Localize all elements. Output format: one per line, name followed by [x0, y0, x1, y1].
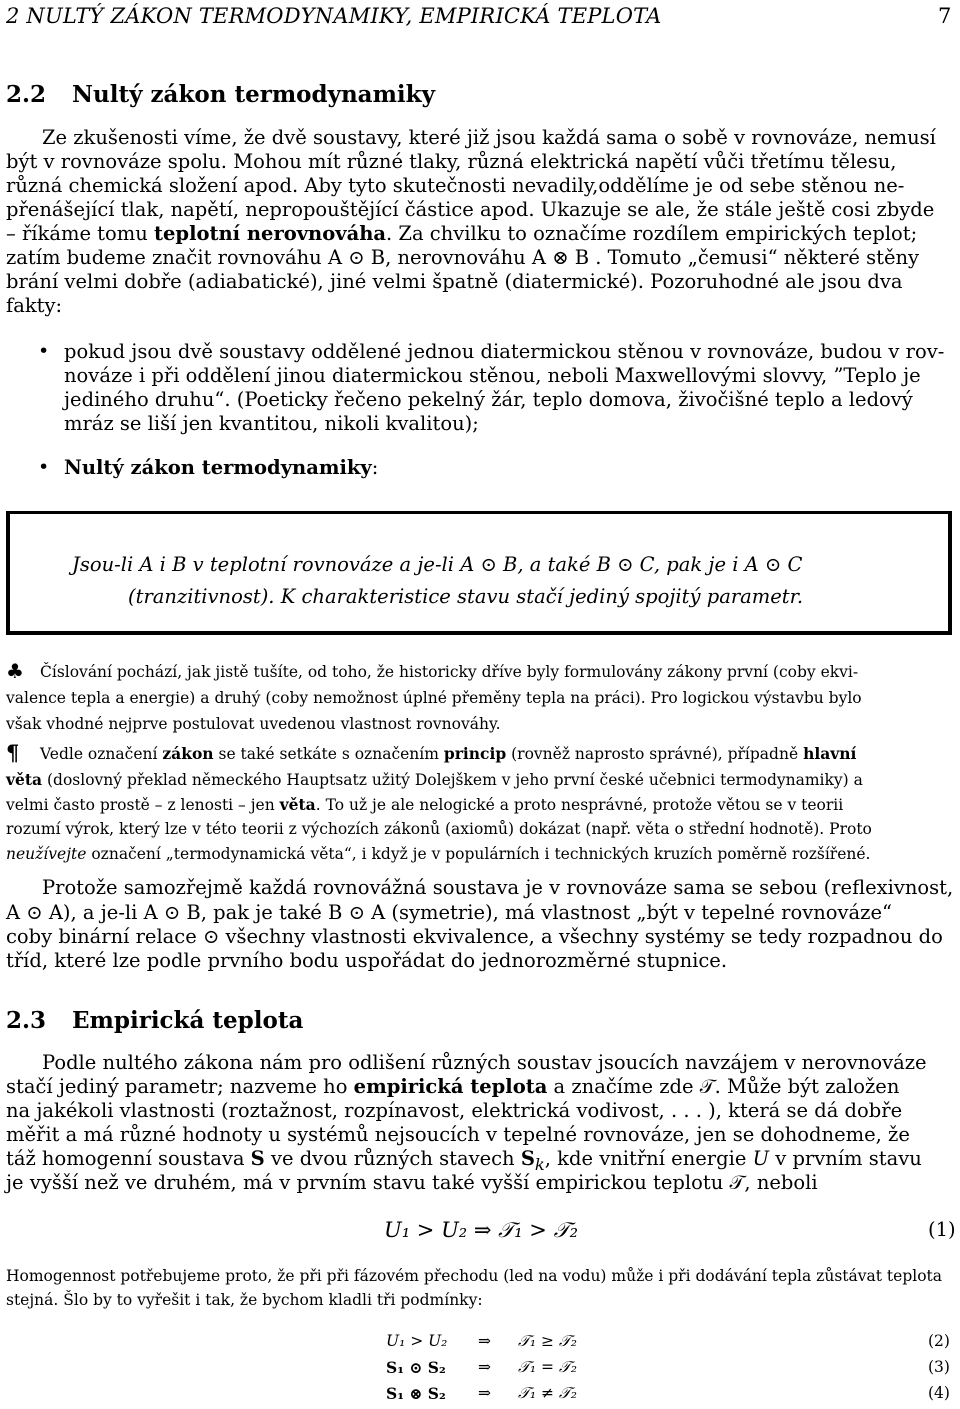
law-line-2: (tranzitivnost). K charakteristice stavu stačí jediný spojitý parametr.	[128, 585, 804, 608]
condition-2-rhs: 𝒯₁ ≥ 𝒯₂	[518, 1332, 578, 1350]
homog-line-1: Homogennost potřebujeme proto, že při při fázovém přechodu (led na vodu) může i při dodávání tepla zůstávat teplota	[6, 1267, 942, 1285]
para-text: v prvním stavu	[769, 1147, 922, 1170]
subscript-k: k	[534, 1154, 545, 1174]
bullet-dot: •	[38, 340, 50, 362]
zeroth-law-term: Nultý zákon termodynamiky	[64, 456, 372, 479]
condition-3-arrow: ⇒	[478, 1358, 491, 1376]
condition-3-number: (3)	[928, 1358, 950, 1376]
condition-3-rhs: 𝒯₁ = 𝒯₂	[518, 1358, 578, 1376]
para-text: , kde vnitřní energie	[544, 1147, 753, 1170]
condition-2-number: (2)	[928, 1332, 950, 1350]
homog-line-2: stejná. Šlo by to vyřešit i tak, že bychom kladli tři podmínky:	[6, 1291, 483, 1309]
condition-4-arrow: ⇒	[478, 1384, 491, 1402]
condition-2-arrow: ⇒	[478, 1332, 491, 1350]
para-text: stačí jediný parametr; nazveme ho	[6, 1075, 354, 1098]
intro-line-4: přenášející tlak, napětí, nepropouštějící částice apod. Ukazuje se ale, že stále ještě cosi zbyde	[6, 198, 935, 221]
intro-line-7: brání velmi dobře (adiabatické), jiné velmi špatně (diatermické). Pozoruhodné ale jsou dva	[6, 270, 903, 293]
bullet-1-line-3: jediného druhu“. (Poeticky řečeno pekelný žár, teplo domova, živočišné teplo a ledový	[64, 388, 913, 411]
equiv-line-1: Protože samozřejmě každá rovnovážná soustava je v rovnováze sama se sebou (reflexivnost,	[42, 876, 954, 899]
condition-4-rhs: 𝒯₁ ≠ 𝒯₂	[518, 1384, 578, 1402]
intro-line-3: různá chemická složení apod. Aby tyto skutečnosti nevadily,oddělíme je od sebe stěnou ne-	[6, 174, 905, 197]
club-icon: ♣	[6, 659, 24, 683]
intro-line-2: být v rovnováze spolu. Mohou mít různé tlaky, různá elektrická napětí vůči třetímu tělesu,	[6, 150, 897, 173]
para-text: a značíme zde 𝒯. Může být založen	[547, 1075, 900, 1098]
term-empiricka-teplota: empirická teplota	[353, 1075, 548, 1098]
intro-text: . Za chvilku to označíme rozdílem empirických teplot;	[386, 222, 918, 245]
note-text: se také setkáte s označením	[213, 745, 444, 763]
pilcrow-icon: ¶	[6, 740, 20, 765]
condition-2-lhs: U₁ > U₂	[386, 1332, 448, 1350]
pilcrow-note-line-5	[6, 845, 870, 863]
empirical-line-3: na jakékoli vlastnosti (roztažnost, rozpínavost, elektrická vodivost, . . . ), která se dá dobře	[6, 1099, 903, 1122]
empirical-line-2	[6, 1075, 899, 1098]
term-veta: věta	[6, 770, 43, 789]
section-2-2-heading	[6, 81, 435, 108]
pilcrow-note-line-1	[40, 744, 856, 763]
bullet-1-line-2: nováze i při oddělení jinou diatermickou stěnou, neboli Maxwellovými slovvy, ”Teplo je	[64, 364, 921, 387]
pilcrow-note-line-3	[6, 795, 843, 814]
bullet-1-line-4: mráz se liší jen kvantitou, nikoli kvalitou);	[64, 412, 479, 435]
law-line-1: Jsou-li A i B v teplotní rovnováze a je-li A ⊙ B, a také B ⊙ C, pak je i A ⊙ C	[72, 553, 803, 576]
para-text: táž homogenní soustava	[6, 1147, 251, 1170]
para-text: ve dvou různých stavech	[264, 1147, 521, 1170]
section-title: Empirická teplota	[72, 1007, 304, 1034]
empirical-line-1: Podle nultého zákona nám pro odlišení různých soustav jsoucích navzájem v nerovnováze	[42, 1051, 927, 1074]
condition-4-lhs: S₁ ⊗ S₂	[386, 1384, 446, 1403]
club-note-line-2: valence tepla a energie) a druhý (coby nemožnost úplné přeměny tepla na práci). Pro logickou výstavbu bylo	[6, 689, 862, 707]
note-text: (rovněž naprosto správné), případně	[506, 745, 804, 763]
section-number: 2.2	[6, 81, 47, 108]
bullet-1-line-1: pokud jsou dvě soustavy oddělené jednou diatermickou stěnou v rovnováze, budou v rov-	[64, 340, 945, 363]
term-hlavni: hlavní	[803, 744, 857, 763]
bullet-2	[64, 456, 378, 479]
empirical-line-6: je vyšší než ve druhém, má v prvním stavu také vyšší empirickou teplotu 𝒯, neboli	[6, 1171, 818, 1194]
note-text: Vedle označení	[40, 745, 163, 763]
equiv-line-2: A ⊙ A), a je-li A ⊙ B, pak je také B ⊙ A (symetrie), má vlastnost „být v tepelné rovnováze“	[6, 901, 892, 924]
note-text: (doslovný překlad německého Hauptsatz užitý Dolejškem v jeho první české učebnici termodynamiky) a	[42, 771, 863, 789]
term-princip: princip	[443, 744, 507, 763]
note-text: označení „termodynamická věta“, i když je v populárních i technických kruzích poměrně rozšířené.	[86, 845, 871, 863]
equiv-line-4: tříd, které lze podle prvního bodu uspořádat do jednorozměrné stupnice.	[6, 949, 728, 972]
pilcrow-note-line-4: rozumí výrok, který lze v této teorii z výchozích zákonů (axiomů) dokázat (např. věta o střední hodnotě). Proto	[6, 820, 872, 838]
club-note-line-3: však vhodné nejprve postulovat uvedenou vlastnost rovnováhy.	[6, 715, 501, 733]
symbol-S: S	[250, 1147, 265, 1170]
equation-1: U₁ > U₂ ⇒ 𝒯₁ > 𝒯₂	[384, 1218, 579, 1242]
equiv-line-3: coby binární relace ⊙ všechny vlastnosti ekvivalence, a všechny systémy se tedy rozpadnou do	[6, 925, 943, 948]
intro-line-6: zatím budeme značit rovnováhu A ⊙ B, nerovnováhu A ⊗ B . Tomuto „čemusi“ některé stěny	[6, 246, 920, 269]
page-number: 7	[938, 4, 952, 28]
equation-1-number: (1)	[928, 1218, 956, 1241]
empirical-line-4: měřit a má různé hodnoty u systémů nejsoucích v tepelné rovnováze, jen se dohodneme, že	[6, 1123, 910, 1146]
symbol-S: S	[520, 1147, 535, 1170]
section-number: 2.3	[6, 1007, 47, 1034]
condition-3-lhs: S₁ ⊙ S₂	[386, 1358, 446, 1377]
intro-line-8: fakty:	[6, 294, 63, 317]
term-zakon: zákon	[162, 744, 214, 763]
pilcrow-note-line-2	[6, 770, 863, 789]
term-teplotni-nerovnovaha: teplotní nerovnováha	[154, 222, 387, 245]
intro-line-1: Ze zkušenosti víme, že dvě soustavy, které již jsou každá sama o sobě v rovnováze, nemusí	[42, 126, 936, 149]
term-veta: věta	[279, 795, 316, 814]
note-text: velmi často prostě – z lenosti – jen	[6, 796, 280, 814]
condition-4-number: (4)	[928, 1384, 950, 1402]
intro-text: – říkáme tomu	[6, 222, 148, 245]
intro-line-5	[6, 222, 917, 245]
empirical-line-5	[6, 1147, 922, 1174]
term-neuzivejte: neužívejte	[6, 845, 87, 863]
symbol-U: U	[752, 1147, 770, 1170]
note-text: . To už je ale nelogické a proto nesprávné, protože větou se v teorii	[315, 796, 844, 814]
running-header: 2 NULTÝ ZÁKON TERMODYNAMIKY, EMPIRICKÁ TEPLOTA	[6, 4, 662, 28]
bullet-dot: •	[38, 456, 50, 478]
section-2-3-heading	[6, 1007, 303, 1034]
club-note-line-1: Číslování pochází, jak jistě tušíte, od toho, že historicky dříve byly formulovány zákony první (coby ekvi-	[40, 663, 859, 681]
colon: :	[371, 456, 379, 479]
section-title: Nultý zákon termodynamiky	[72, 81, 435, 108]
